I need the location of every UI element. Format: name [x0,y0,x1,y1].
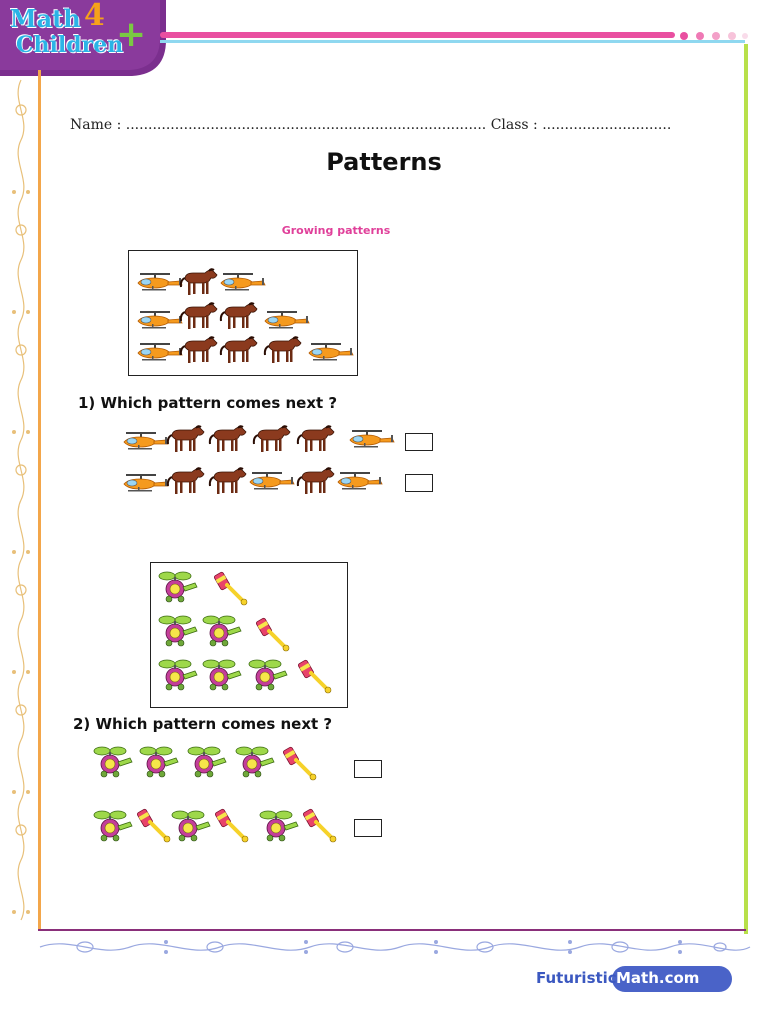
bottom-ornament [40,936,750,958]
horse-icon [221,303,257,329]
q2-option-b [94,804,346,850]
horse-icon [181,337,217,363]
flower-helicopter-icon [203,616,241,646]
q2-option-a [94,742,334,786]
helicopter-icon [138,273,182,291]
pattern-1-illustration [129,251,357,375]
pattern-box-1 [128,250,358,376]
pattern-2-illustration [151,563,347,707]
helicopter-icon [221,273,265,291]
helicopter-icon [138,343,182,361]
horse-icon [221,337,257,363]
q1-option-b [122,464,394,504]
flower-helicopter-icon [203,660,241,690]
right-border [744,44,748,934]
bottom-border [38,929,746,931]
top-dots [680,32,750,42]
name-class-field: Name : ................................................................................. Class : ............................. [70,117,672,133]
helicopter-icon [265,311,309,329]
q1-option-a [122,420,394,460]
left-border [38,70,41,930]
helicopter-icon [309,343,353,361]
q2-answer-box-b[interactable] [354,819,382,837]
horse-icon [181,269,217,295]
toy-hammer-icon [298,660,331,693]
section-subtitle: Growing patterns [281,224,391,237]
question-2: 2) Which pattern comes next ? [73,715,333,733]
left-ornament [6,80,36,940]
logo-four-text: 4 [84,0,105,33]
logo-children-text: Children [16,32,124,58]
question-1: 1) Which pattern comes next ? [78,394,338,412]
logo-plus-icon: + [116,14,147,55]
footer-brand-part2[interactable]: Math.com [616,969,700,987]
flower-helicopter-icon [159,572,197,602]
q1-answer-box-a[interactable] [405,433,433,451]
toy-hammer-icon [256,618,289,651]
logo-math-text: Math [10,4,81,33]
top-pink-bar [160,32,675,38]
flower-helicopter-icon [159,616,197,646]
toy-hammer-icon [214,572,247,605]
footer-brand-part1[interactable]: Futuristic [536,969,617,987]
flower-helicopter-icon [249,660,287,690]
flower-helicopter-icon [159,660,197,690]
top-cyan-bar [160,40,745,43]
page-title: Patterns [326,148,442,176]
helicopter-icon [138,311,182,329]
q1-answer-box-b[interactable] [405,474,433,492]
horse-icon [265,337,301,363]
horse-icon [181,303,217,329]
pattern-box-2 [150,562,348,708]
q2-answer-box-a[interactable] [354,760,382,778]
